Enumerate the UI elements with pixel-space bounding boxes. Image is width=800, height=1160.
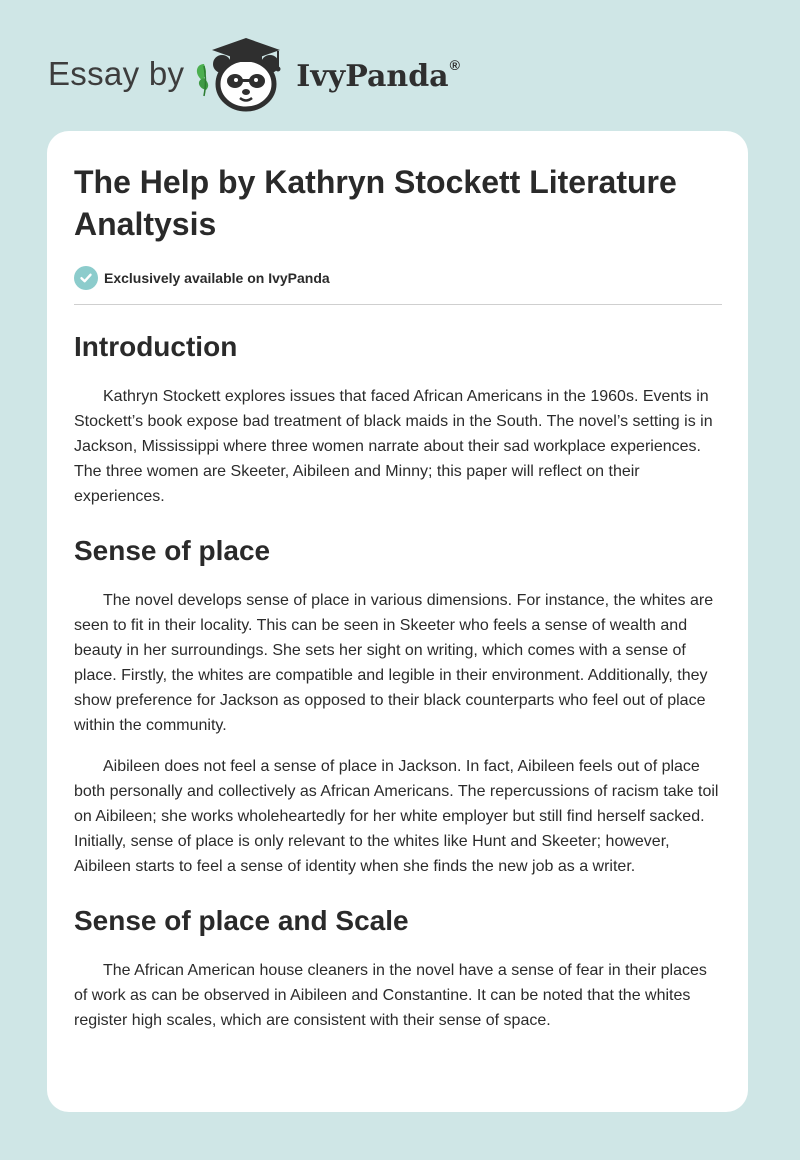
section-heading: Sense of place and Scale <box>74 905 409 936</box>
section-introduction <box>74 327 722 509</box>
section-heading: Sense of place <box>74 535 271 566</box>
section-sense-of-place-and-scale <box>74 901 722 1033</box>
section-sense-of-place <box>74 531 722 879</box>
site-header <box>48 34 460 114</box>
exclusive-badge <box>74 265 722 291</box>
section-heading: Introduction <box>74 331 238 362</box>
essay-title: The Help by Kathryn Stockett Literature Analtysis <box>74 164 677 242</box>
check-icon <box>74 266 98 290</box>
exclusive-text: Exclusively available on IvyPanda <box>104 270 330 286</box>
registered-mark: ® <box>449 56 460 73</box>
ivypanda-logo-icon[interactable] <box>192 34 292 114</box>
paragraph: The novel develops sense of place in various dimensions. For instance, the whites are seen to fit in their locality. This can be seen in Skeeter who feels a sense of wealth and beauty in her surroundings. She sets her sight on writing, which comes with a sense of place. Firstly, the whites are compatible and legible in their environment. Additionally, they show preference for Jackson as opposed to their black counterparts who feel out of place within the community. <box>74 592 714 734</box>
paragraph: Kathryn Stockett explores issues that faced African Americans in the 1960s. Events in Stockett’s book expose bad treatment of black maids in the South. The novel’s setting is in Jackson, Mississippi where three women narrate about their sad workplace experiences. The three women are Skeeter, Aibileen and Minny; this paper will reflect on their experiences. <box>74 388 713 505</box>
brand-name[interactable]: IvyPanda® <box>296 56 460 94</box>
divider <box>74 304 722 305</box>
paragraph: Aibileen does not feel a sense of place in Jackson. In fact, Aibileen feels out of place both personally and collectively as African Americans. The repercussions of racism take toil on Aibileen; she works wholeheartedly for her white employer but still find herself sacked. Initially, sense of place is only relevant to the whites like Hunt and Skeeter; however, Aibileen starts to feel a sense of identity when she finds the new job as a writer. <box>74 758 719 875</box>
essay-card <box>47 131 748 1112</box>
essay-by-label: Essay by <box>48 55 185 92</box>
paragraph: The African American house cleaners in the novel have a sense of fear in their places of work as can be observed in Aibileen and Constantine. It can be noted that the whites register high scales, which are consistent with their sense of space. <box>74 962 707 1029</box>
